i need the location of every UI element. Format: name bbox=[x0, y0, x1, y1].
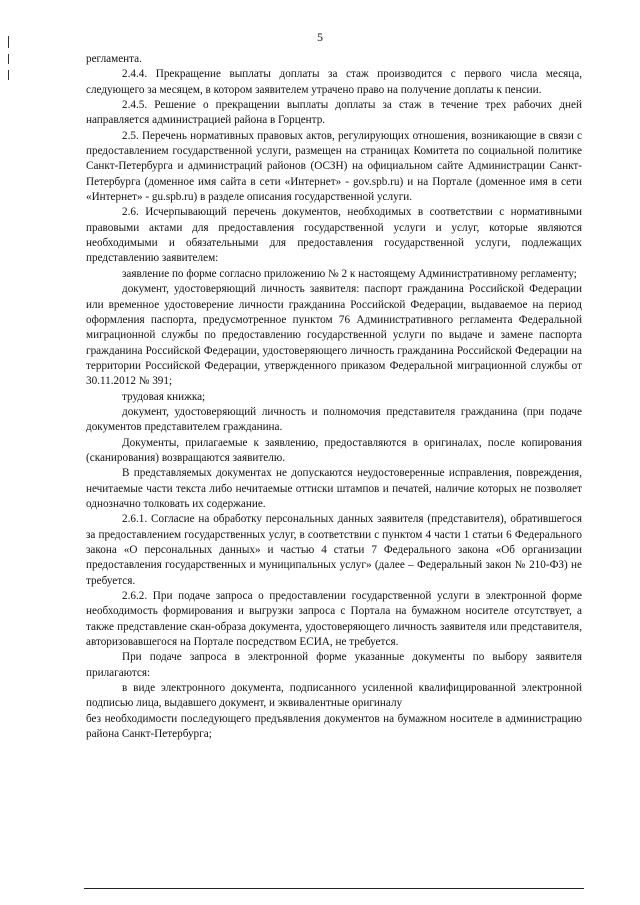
paragraph-electronic-document: в виде электронного документа, подписанного усиленной квалифицированной электронной подписью лица, выдавшего документ, и эквивалентные оригиналу bbox=[86, 682, 582, 710]
paragraph-2-6-1: 2.6.1. Согласие на обработку персональных данных заявителя (представителя), обратившегося за предоставлением государственных услуг, в соответствии с пунктом 4 части 1 статьи 6 Федерального закона «О персональных данных» и частью 4 статьи 7 Федерального закона «Об организации предоставления государственных и муниципальных услуг» (далее – Федеральный закон № 210-ФЗ) не требуется. bbox=[86, 513, 582, 587]
page-number: 5 bbox=[317, 30, 323, 44]
bottom-edge-line bbox=[84, 888, 584, 889]
paragraph-identity-document: документ, удостоверяющий личность заявителя: паспорт гражданина Российской Федерации или временное удостоверение личности гражданина Российской Федерации, выдаваемое на период оформления паспорта, предусмотренное пунктом 76 Административного регламента Федеральной миграционной службы по предоставлению государственной услуги по выдаче и замене паспорта гражданина Российской Федерации, удостоверяющего личность гражданина Российской Федерации на территории Российской Федерации, утвержденного приказом Федеральной миграционной службы от 30.11.2012 № 391; bbox=[86, 283, 582, 388]
paragraph-representative-document: документ, удостоверяющий личность и полномочия представителя гражданина (при подаче документов представителем гражданина. bbox=[86, 405, 582, 434]
paragraph-corrections: В представляемых документах не допускаются неудостоверенные исправления, повреждения, нечитаемые части текста либо нечитаемые оттиски штампов и печатей, наличие которых не позволяет однозначно толковать их содержание. bbox=[86, 467, 582, 510]
paragraph-continuation: регламента. bbox=[86, 53, 142, 65]
document-body bbox=[86, 52, 582, 742]
paragraph-2-6-2: 2.6.2. При подаче запроса о предоставлении государственной услуги в электронной форме необходимость формирования и выгрузки запроса с Портала на бумажном носителе отсутствует, а также представление скан-образа документа, удостоверяющего личность заявителя или представителя, авторизовавшегося на Портале посредством ЕСИА, не требуется. bbox=[86, 590, 582, 649]
paragraph-2-4-5: 2.4.5. Решение о прекращении выплаты доплаты за стаж в течение трех рабочих дней направляется администрацией района в Горцентр. bbox=[86, 99, 582, 127]
paragraph-2-5: 2.5. Перечень нормативных правовых актов, регулирующих отношения, возникающие в связи с предоставлением государственной услуги, размещен на страницах Комитета по социальной политике Санкт-Петербурга и администраций районов (ОСЗН) на официальном сайте Администрации Санкт-Петербурга (доменное имя сайта в сети «Интернет» - gov.spb.ru) и на Портале (доменное имя в сети «Интернет» - gu.spb.ru) в разделе описания государственной услуги. bbox=[86, 129, 582, 204]
paragraph-2-4-4: 2.4.4. Прекращение выплаты доплаты за стаж производится с первого числа месяца, следующего за месяцем, в котором заявителем утрачено право на получение доплаты к пенсии. bbox=[86, 68, 582, 96]
paragraph-2-6: 2.6. Исчерпывающий перечень документов, необходимых в соответствии с нормативными правовыми актами для предоставления государственной услуги и услуг, которые являются необходимыми и обязательными для предоставления государственной услуги, подлежащих представлению заявителем: bbox=[86, 206, 582, 265]
paragraph-work-book: трудовая книжка; bbox=[122, 390, 206, 403]
paragraph-without-paper: без необходимости последующего предъявления документов на бумажном носителе в администрацию района Санкт-Петербурга; bbox=[86, 712, 582, 741]
paragraph-application-form: заявление по форме согласно приложению № 2 к настоящему Административному регламенту; bbox=[122, 267, 577, 280]
paragraph-originals: Документы, прилагаемые к заявлению, предоставляются в оригиналах, после копирования (сканирования) возвращаются заявителю. bbox=[86, 436, 582, 464]
paragraph-electronic-submission: При подаче запроса в электронной форме указанные документы по выбору заявителя прилагаются: bbox=[86, 651, 582, 679]
